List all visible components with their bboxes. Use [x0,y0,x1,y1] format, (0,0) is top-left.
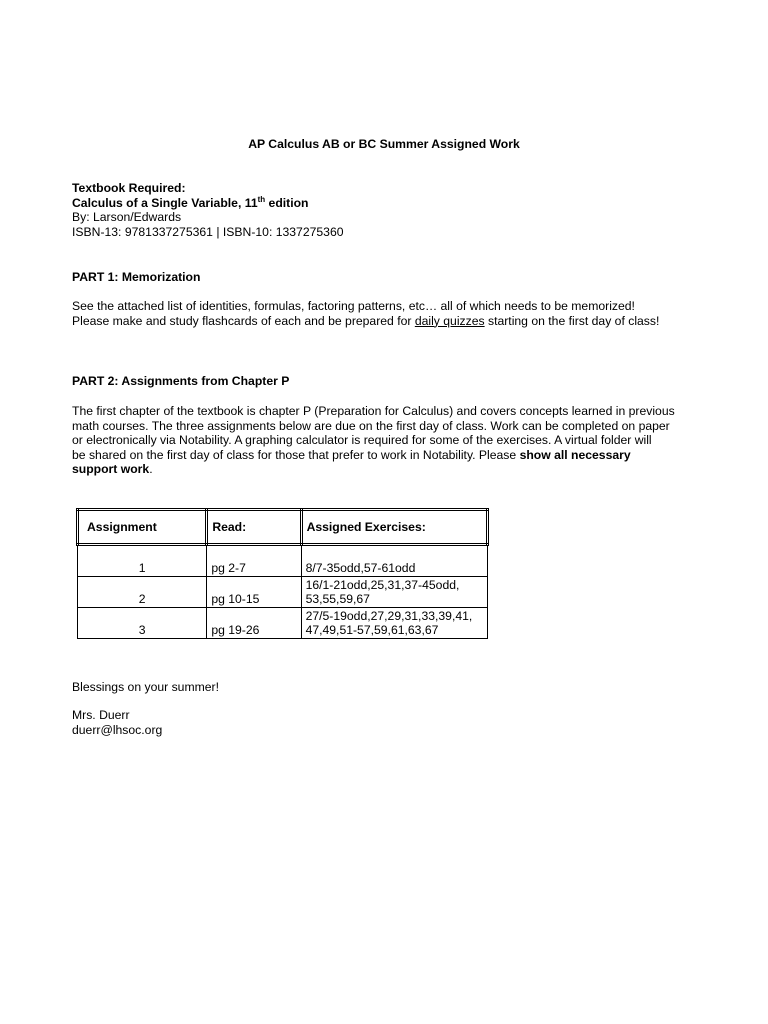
exercises-line1: 16/1-21odd,25,31,37-45odd, [305,577,460,592]
table-row [78,545,488,577]
exercises-line1: 27/5-19odd,27,29,31,33,39,41, [305,608,473,623]
header-assignment: Assignment [78,510,207,545]
part2-line5-bold: support work [72,462,150,477]
read-pages: pg 10-15 [207,577,301,608]
exercises-line1: 8/7-35odd,57-61odd [305,561,416,576]
closing-blessing: Blessings on your summer! [72,680,219,694]
part1-line2 [72,314,697,329]
table-header-row [78,510,488,545]
exercises-line2: 47,49,51-57,59,61,63,67 [305,623,439,638]
assignments-table [76,508,489,639]
part2-line5-post: . [149,462,153,477]
textbook-heading: Textbook Required: [72,181,186,195]
textbook-name [72,196,697,211]
edition-word: edition [265,195,309,210]
assignment-number: 1 [78,545,207,577]
teacher-name: Mrs. Duerr [72,708,130,722]
part2-heading: PART 2: Assignments from Chapter P [72,374,290,388]
daily-quizzes-underlined: daily quizzes [414,313,485,328]
header-exercises: Assigned Exercises: [301,510,487,545]
part1-line2-post: starting on the first day of class! [484,313,660,328]
part2-line4-bold: show all necessary [519,447,631,462]
part1-line1: See the attached list of identities, formulas, factoring patterns, etc… all of which needs to be memorized! [72,299,635,313]
textbook-author: By: Larson/Edwards [72,210,182,225]
part2-line4-pre: be shared on the first day of class for those that prefer to work in Notability. Please [72,447,520,462]
part2-body [72,404,697,477]
part1-heading: PART 1: Memorization [72,270,201,284]
assigned-exercises [301,545,487,577]
header-read: Read: [207,510,301,545]
part2-line5 [72,462,697,477]
assignment-number: 2 [78,577,207,608]
part2-line2: math courses. The three assignments below are due on the first day of class. Work can be completed on paper [72,418,670,433]
assigned-exercises [301,608,487,639]
part2-line3: or electronically via Notability. A graphing calculator is required for some of the exercises. A virtual folder will [72,433,652,448]
part2-line4 [72,448,697,463]
part1-line2-pre: Please make and study flashcards of each and be prepared for [72,313,415,328]
table-row [78,577,488,608]
read-pages: pg 2-7 [207,545,301,577]
assignment-number: 3 [78,608,207,639]
exercises-line2: 53,55,59,67 [305,592,370,607]
signature-block [72,708,697,737]
teacher-email: duerr@lhsoc.org [72,722,163,737]
edition-superscript: th [257,194,266,204]
assigned-exercises [301,577,487,608]
textbook-section [72,181,697,239]
table-row [78,608,488,639]
textbook-title-text: Calculus of a Single Variable, 11 [72,195,258,210]
textbook-isbn: ISBN-13: 9781337275361 | ISBN-10: 1337275360 [72,224,344,239]
part2-line1: The first chapter of the textbook is chapter P (Preparation for Calculus) and covers concepts learned in previous [72,404,675,418]
page-title: AP Calculus AB or BC Summer Assigned Work [248,137,520,151]
part1-body [72,299,697,328]
read-pages: pg 19-26 [207,608,301,639]
